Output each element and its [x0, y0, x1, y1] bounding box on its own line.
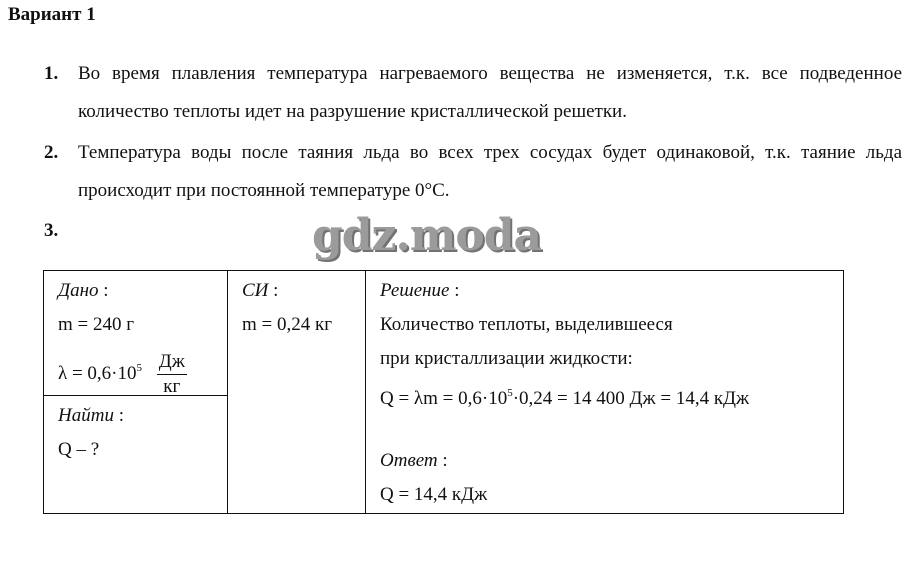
formula-exponent: 5 [507, 387, 513, 399]
variant-title: Вариант 1 [8, 4, 96, 25]
given-mass: m = 240 г [58, 314, 135, 335]
solution-line-2: при кристаллизации жидкости: [380, 348, 633, 369]
given-colon: : [103, 280, 109, 301]
lambda-unit-fraction [157, 350, 187, 399]
answer-value: Q = 14,4 кДж [380, 484, 488, 505]
given-lambda [58, 343, 227, 398]
solution-colon: : [454, 280, 460, 301]
item-number: 3. [44, 220, 59, 241]
given-cell [44, 271, 228, 396]
answer-colon: : [442, 450, 448, 471]
given-label: Дано [58, 280, 99, 301]
si-label: СИ [242, 280, 269, 301]
lambda-unit-denominator: кг [163, 376, 181, 398]
answer-item-2 [44, 134, 902, 210]
answer-label: Ответ [380, 450, 438, 471]
solution-label: Решение [380, 280, 450, 301]
answer-item-1 [44, 55, 902, 131]
formula-end: ·0,24 = 14 400 Дж = 14,4 кДж [512, 388, 750, 409]
solution-table [43, 270, 844, 514]
find-cell [44, 396, 228, 514]
solution-formula [380, 377, 843, 411]
lambda-exponent: 5 [136, 362, 143, 374]
find-value: Q – ? [58, 439, 100, 460]
solution-line-1: Количество теплоты, выделившееся [380, 314, 673, 335]
si-cell [228, 271, 366, 514]
lambda-unit-numerator: Дж [157, 350, 187, 375]
si-colon: : [273, 280, 279, 301]
solution-cell [366, 271, 844, 514]
find-label: Найти [58, 405, 114, 426]
lambda-base: λ = 0,6·10 [58, 363, 137, 384]
item-number: 1. [44, 63, 59, 84]
si-mass: m = 0,24 кг [242, 314, 333, 335]
item-text: Температура воды после таяния льда во всех трех сосудах будет одинаковой, т.к. таяние льда происходит при постоянной температуре 0°С. [78, 142, 902, 201]
watermark-logo: gdz.moda [312, 210, 542, 261]
item-text: Во время плавления температура нагреваемого вещества не изменяется, т.к. все подведенное количество теплоты идет на разрушение кристаллической решетки. [78, 63, 902, 122]
find-colon: : [118, 405, 124, 426]
item-number: 2. [44, 142, 59, 163]
formula-start: Q = λm = 0,6·10 [380, 388, 508, 409]
